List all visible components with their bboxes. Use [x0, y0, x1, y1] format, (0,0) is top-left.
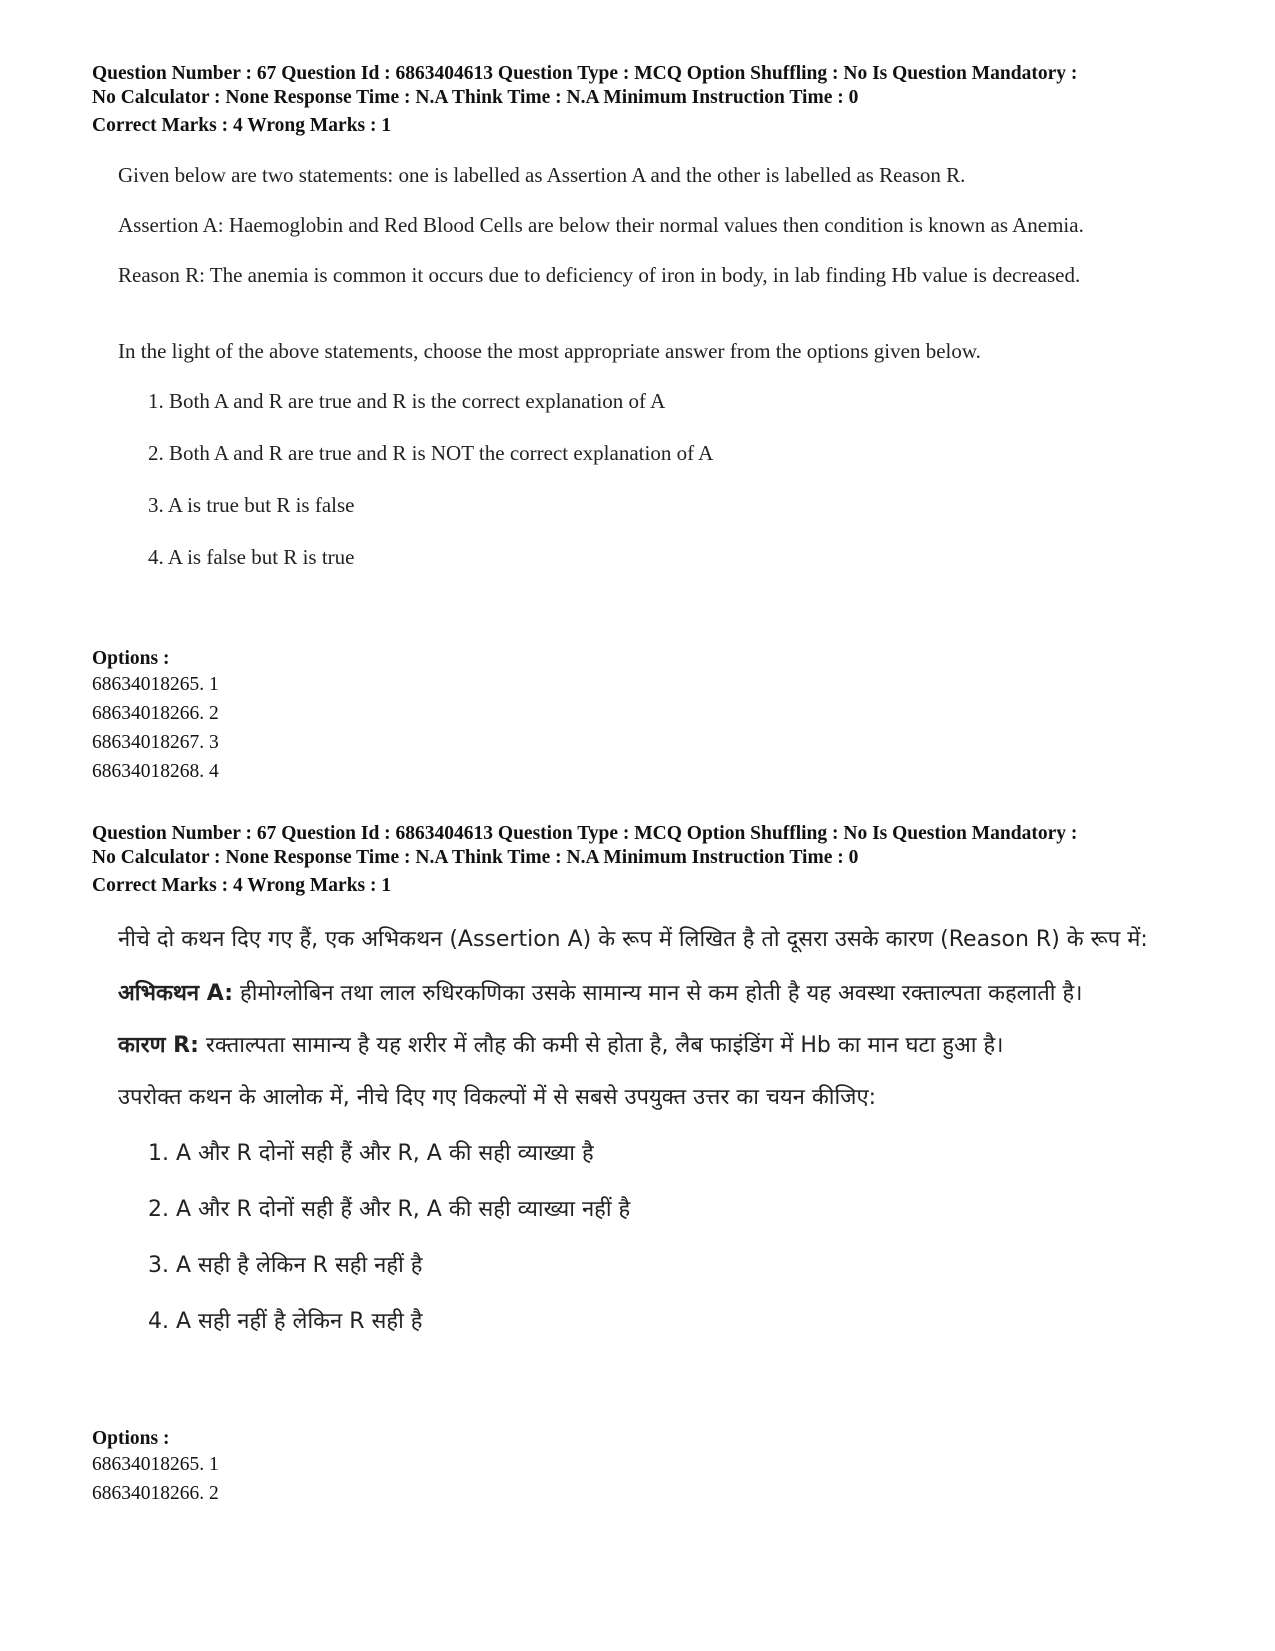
answer-choice: 1. A और R दोनों सही हैं और R, A की सही व्याख्या है [148, 1141, 594, 1166]
question-intro: नीचे दो कथन दिए गए हैं, एक अभिकथन (Assertion A) के रूप में लिखित है तो दूसरा उसके कारण (Reason R) के रूप में: [118, 927, 1148, 952]
options-list-english [92, 648, 1202, 786]
question-block-hindi [92, 822, 1202, 898]
assertion-statement: Assertion A: Haemoglobin and Red Blood Cells are below their normal values then condition is known as Anemia. [118, 213, 1084, 237]
options-list-hindi [92, 1428, 1202, 1508]
question-block-english [92, 62, 1202, 138]
answer-choice: 3. A सही है लेकिन R सही नहीं है [148, 1253, 423, 1278]
reason-text: रक्ताल्पता सामान्य है यह शरीर में लौह की कमी से होता है, लैब फाइंडिंग में Hb का मान घटा हुआ है। [198, 1033, 1004, 1058]
answer-choice: 1. Both A and R are true and R is the correct explanation of A [148, 389, 666, 413]
answer-choice: 2. A और R दोनों सही हैं और R, A की सही व्याख्या नहीं है [148, 1197, 631, 1222]
options-label: Options : [92, 1428, 170, 1449]
question-meta-line-1: Question Number : 67 Question Id : 6863404613 Question Type : MCQ Option Shuffling : No Is Question Mandatory : [92, 823, 1078, 844]
reason-statement: Reason R: The anemia is common it occurs due to deficiency of iron in body, in lab finding Hb value is decreased. [118, 263, 1081, 287]
question-marks: Correct Marks : 4 Wrong Marks : 1 [92, 115, 392, 136]
question-marks: Correct Marks : 4 Wrong Marks : 1 [92, 875, 392, 896]
question-meta-line-2: No Calculator : None Response Time : N.A Think Time : N.A Minimum Instruction Time : 0 [92, 847, 859, 868]
question-intro: Given below are two statements: one is labelled as Assertion A and the other is labelled as Reason R. [118, 163, 966, 187]
question-instruction: उपरोक्त कथन के आलोक में, नीचे दिए गए विकल्पों में से सबसे उपयुक्त उत्तर का चयन कीजिए: [118, 1085, 877, 1110]
answer-choice: 4. A सही नहीं है लेकिन R सही है [148, 1309, 423, 1334]
answer-choice: 3. A is true but R is false [148, 493, 355, 517]
reason-label: कारण R: [118, 1033, 199, 1058]
question-instruction: In the light of the above statements, choose the most appropriate answer from the options given below. [118, 339, 981, 363]
answer-choices [148, 1139, 1178, 1337]
option-id: 68634018266. 2 [92, 1483, 219, 1504]
answer-choices [148, 388, 1118, 570]
options-label: Options : [92, 648, 170, 669]
answer-choice: 2. Both A and R are true and R is NOT the correct explanation of A [148, 441, 714, 465]
option-id: 68634018265. 1 [92, 674, 219, 695]
assertion-label: अभिकथन A: [118, 981, 234, 1006]
question-body-hindi [118, 925, 1178, 1337]
option-id: 68634018265. 1 [92, 1454, 219, 1475]
option-id: 68634018267. 3 [92, 732, 219, 753]
assertion-text: हीमोग्लोबिन तथा लाल रुधिरकणिका उसके सामान्य मान से कम होती है यह अवस्था रक्ताल्पता कहलाती है। [233, 981, 1083, 1006]
question-meta-line-2: No Calculator : None Response Time : N.A Think Time : N.A Minimum Instruction Time : 0 [92, 87, 859, 108]
answer-choice: 4. A is false but R is true [148, 545, 355, 569]
option-id: 68634018268. 4 [92, 761, 219, 782]
reason-statement [118, 1031, 1178, 1061]
option-id: 68634018266. 2 [92, 703, 219, 724]
question-body-english [118, 162, 1118, 570]
assertion-statement [118, 979, 1178, 1009]
question-meta-line-1: Question Number : 67 Question Id : 6863404613 Question Type : MCQ Option Shuffling : No Is Question Mandatory : [92, 63, 1078, 84]
